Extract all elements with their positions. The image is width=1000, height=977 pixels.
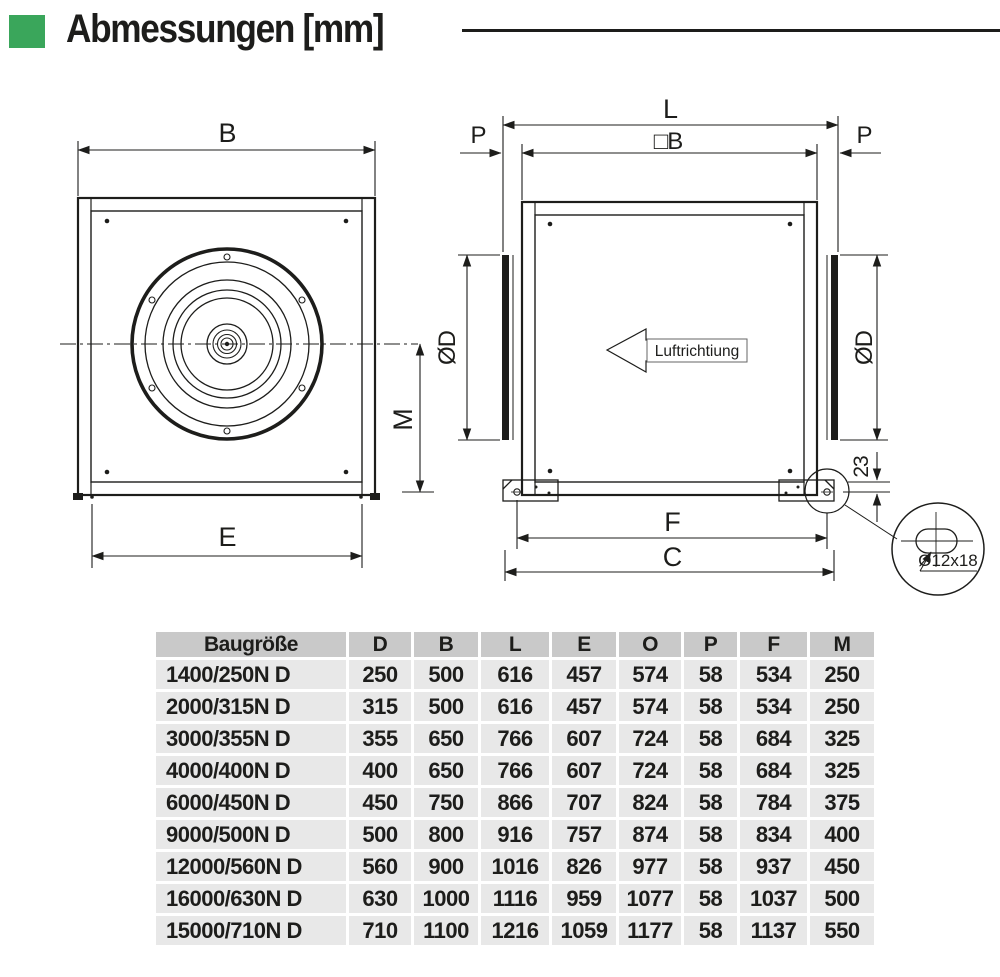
table-cell: 766 [481,724,549,753]
table-cell: 707 [552,788,616,817]
table-cell: 550 [810,916,874,945]
table-cell: 250 [349,660,411,689]
table-cell: 684 [740,756,807,785]
table-row [156,916,874,945]
table-header-cell: E [552,632,616,657]
table-cell: 250 [810,660,874,689]
table-cell: 616 [481,692,549,721]
table-cell: 534 [740,660,807,689]
table-cell: 500 [414,692,478,721]
table-row [156,852,874,881]
table-header-cell: P [684,632,737,657]
table-cell: 826 [552,852,616,881]
foot-hole-ring [805,469,849,513]
table-cell: 750 [414,788,478,817]
table-cell: 375 [810,788,874,817]
table-cell: 560 [349,852,411,881]
table-cell: 1100 [414,916,478,945]
table-cell: 500 [349,820,411,849]
dimensions-table [153,629,877,948]
table-row [156,660,874,689]
table-cell: 58 [684,788,737,817]
table-header-cell: Baugröße [156,632,346,657]
detail-circle [892,503,984,595]
table-cell-model: 4000/400N D [156,756,346,785]
dim-label-square-B: □B [653,128,683,155]
table-cell: 824 [619,788,681,817]
detail-label: Ø12x18 [918,551,978,570]
table-row [156,724,874,753]
table-cell: 630 [349,884,411,913]
table-cell: 58 [684,756,737,785]
table-cell: 574 [619,692,681,721]
table-cell: 325 [810,724,874,753]
table-header-cell: F [740,632,807,657]
table-cell: 400 [349,756,411,785]
dim-label-M: M [388,409,418,431]
table-row [156,884,874,913]
table-cell: 58 [684,692,737,721]
table-cell: 1000 [414,884,478,913]
table-cell-model: 12000/560N D [156,852,346,881]
table-cell: 650 [414,756,478,785]
table-cell: 500 [414,660,478,689]
table-cell: 400 [810,820,874,849]
table-cell: 616 [481,660,549,689]
dim-label-P-right: P [856,122,872,149]
table-row [156,788,874,817]
table-cell: 325 [810,756,874,785]
dim-label-F: F [664,507,680,537]
table-cell: 866 [481,788,549,817]
front-bolt-dots [73,219,380,500]
table-cell-model: 2000/315N D [156,692,346,721]
dim-label-C: C [662,542,682,572]
table-cell: 937 [740,852,807,881]
table-cell: 1216 [481,916,549,945]
page-title: Abmessungen [mm] [66,7,384,51]
dim-label-diameter-right: ØD [851,331,878,365]
table-cell: 766 [481,756,549,785]
table-cell: 500 [810,884,874,913]
table-cell: 1077 [619,884,681,913]
table-cell: 450 [810,852,874,881]
table-cell-model: 15000/710N D [156,916,346,945]
table-cell: 58 [684,724,737,753]
table-header-cell: L [481,632,549,657]
airflow-label: Luftrichtiung [654,343,740,360]
dim-label-P-left: P [470,122,486,149]
table-cell: 58 [684,916,737,945]
table-cell: 1177 [619,916,681,945]
dim-label-L: L [662,94,678,124]
table-cell-model: 3000/355N D [156,724,346,753]
front-casing-outer [78,198,375,495]
table-header-cell: M [810,632,874,657]
table-row [156,692,874,721]
table-header-cell: B [414,632,478,657]
table-cell: 607 [552,724,616,753]
table-cell: 58 [684,820,737,849]
table-cell: 900 [414,852,478,881]
table-header-cell: D [349,632,411,657]
dim-label-B: B [218,118,236,148]
table-cell: 355 [349,724,411,753]
table-cell: 757 [552,820,616,849]
table-cell: 450 [349,788,411,817]
table-cell: 250 [810,692,874,721]
table-cell: 457 [552,660,616,689]
table-cell: 1116 [481,884,549,913]
table-cell-model: 6000/450N D [156,788,346,817]
table-cell: 874 [619,820,681,849]
table-cell: 916 [481,820,549,849]
table-row [156,756,874,785]
table-cell: 315 [349,692,411,721]
table-cell: 457 [552,692,616,721]
table-cell: 800 [414,820,478,849]
table-cell: 784 [740,788,807,817]
front-view-drawing [60,198,418,500]
table-cell: 1016 [481,852,549,881]
dim-label-23: 23 [850,456,873,478]
table-cell: 1059 [552,916,616,945]
table-cell: 534 [740,692,807,721]
detail-callout [845,503,984,595]
table-cell: 710 [349,916,411,945]
table-cell: 724 [619,756,681,785]
dim-label-diameter-left: ØD [434,331,461,365]
table-cell: 724 [619,724,681,753]
table-cell: 58 [684,884,737,913]
table-cell: 977 [619,852,681,881]
dim-label-E: E [218,522,236,552]
table-cell: 58 [684,852,737,881]
table-cell-model: 9000/500N D [156,820,346,849]
table-cell: 650 [414,724,478,753]
table-cell: 1137 [740,916,807,945]
table-header-row [156,632,874,657]
table-cell: 959 [552,884,616,913]
table-header-cell: O [619,632,681,657]
table-cell: 607 [552,756,616,785]
side-view-drawing [502,202,984,595]
table-cell: 834 [740,820,807,849]
table-row [156,820,874,849]
table-cell-model: 1400/250N D [156,660,346,689]
table-cell: 574 [619,660,681,689]
table-cell: 684 [740,724,807,753]
table-cell: 58 [684,660,737,689]
table-cell-model: 16000/630N D [156,884,346,913]
table-cell: 1037 [740,884,807,913]
